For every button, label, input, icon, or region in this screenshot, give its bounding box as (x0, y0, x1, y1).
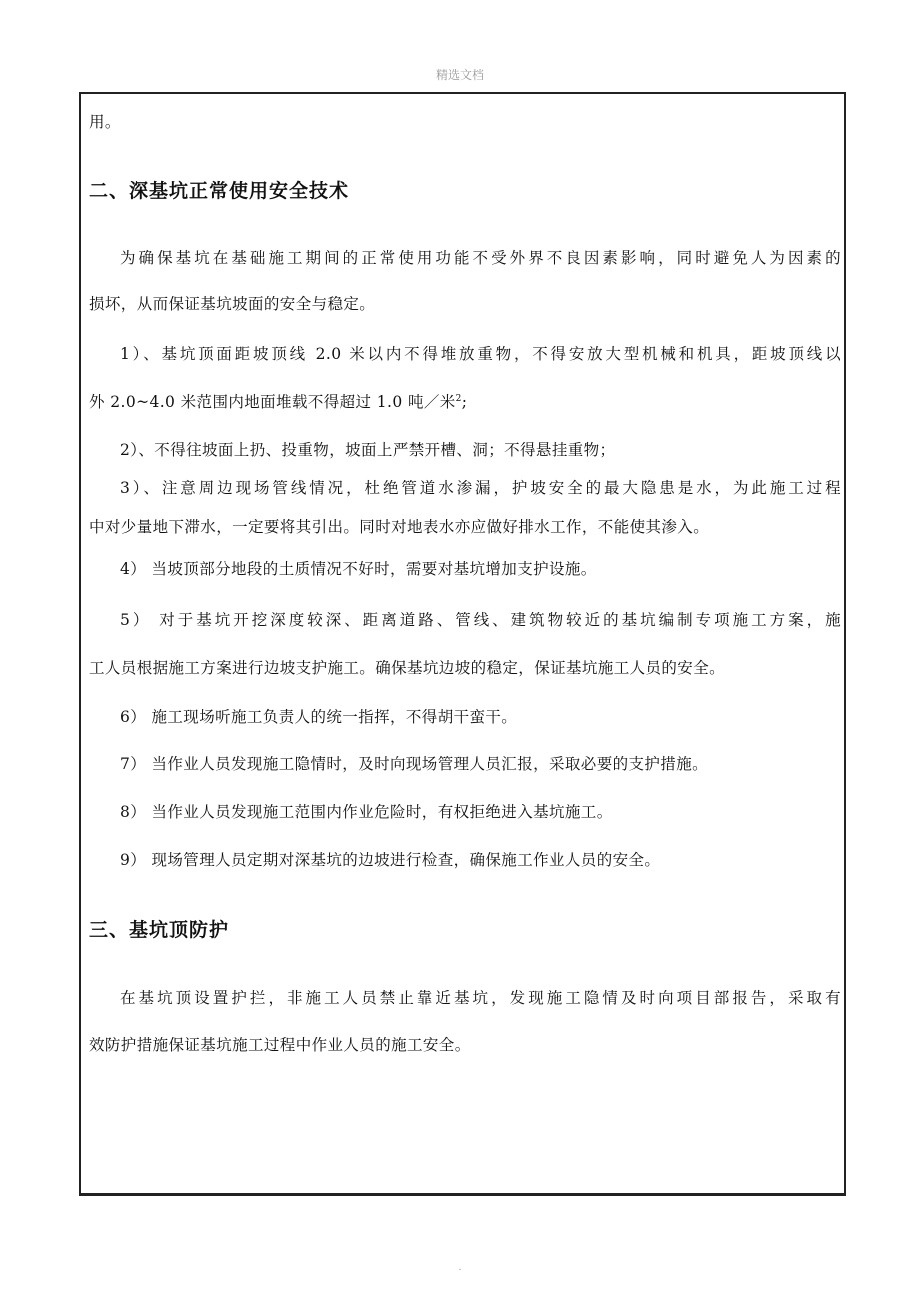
paragraph-line: 工人员根据施工方案进行边坡支护施工。确保基坑边坡的稳定，保证基坑施工人员的安全。 (89, 659, 726, 677)
page-footer: . (458, 1262, 462, 1273)
paragraph-line: 中对少量地下滞水，一定要将其引出。同时对地表水亦应做好排水工作，不能使其渗入。 (89, 518, 710, 536)
paragraph-line: 4） 当坡顶部分地段的土质情况不好时，需要对基坑增加支护设施。 (120, 560, 597, 578)
paragraph-line: 在基坑顶设置护拦，非施工人员禁止靠近基坑，发现施工隐情及时向项目部报告，采取有 (120, 989, 841, 1007)
paragraph-line: 6） 施工现场听施工负责人的统一指挥，不得胡干蛮干。 (120, 708, 518, 726)
paragraph-line: 9） 现场管理人员定期对深基坑的边坡进行检查，确保施工作业人员的安全。 (120, 851, 661, 869)
section-heading-3: 三、基坑顶防护 (89, 919, 230, 941)
text-line: 用。 (89, 113, 121, 131)
paragraph-line: 1）、基坑顶面距坡顶线 2.0 米以内不得堆放重物，不得安放大型机械和机具，距坡顶线以 (120, 345, 841, 363)
paragraph-text: ; (461, 393, 468, 411)
page-header: 精选文档 (435, 68, 484, 82)
section-heading-2: 二、深基坑正常使用安全技术 (89, 180, 350, 202)
paragraph-line: 2）、不得往坡面上扔、投重物，坡面上严禁开槽、洞；不得悬挂重物； (120, 441, 616, 459)
paragraph-line: 效防护措施保证基坑施工过程中作业人员的施工安全。 (89, 1036, 471, 1054)
paragraph-line: 8） 当作业人员发现施工范围内作业危险时，有权拒绝进入基坑施工。 (120, 803, 613, 821)
paragraph-text: 外 2.0~4.0 米范围内地面堆载不得超过 1.0 吨／米 (89, 393, 456, 411)
paragraph-line: 5） 对于基坑开挖深度较深、距离道路、管线、建筑物较近的基坑编制专项施工方案，施 (120, 611, 841, 629)
paragraph-line: 7） 当作业人员发现施工隐情时，及时向现场管理人员汇报，采取必要的支护措施。 (120, 755, 708, 773)
paragraph-line: 3）、注意周边现场管线情况，杜绝管道水渗漏，护坡安全的最大隐患是水，为此施工过程 (120, 479, 841, 497)
superscript: 2 (455, 393, 462, 404)
paragraph-line (89, 390, 467, 412)
paragraph-line: 损坏，从而保证基坑坡面的安全与稳定。 (89, 295, 376, 313)
paragraph-line: 为确保基坑在基础施工期间的正常使用功能不受外界不良因素影响，同时避免人为因素的 (120, 249, 841, 267)
